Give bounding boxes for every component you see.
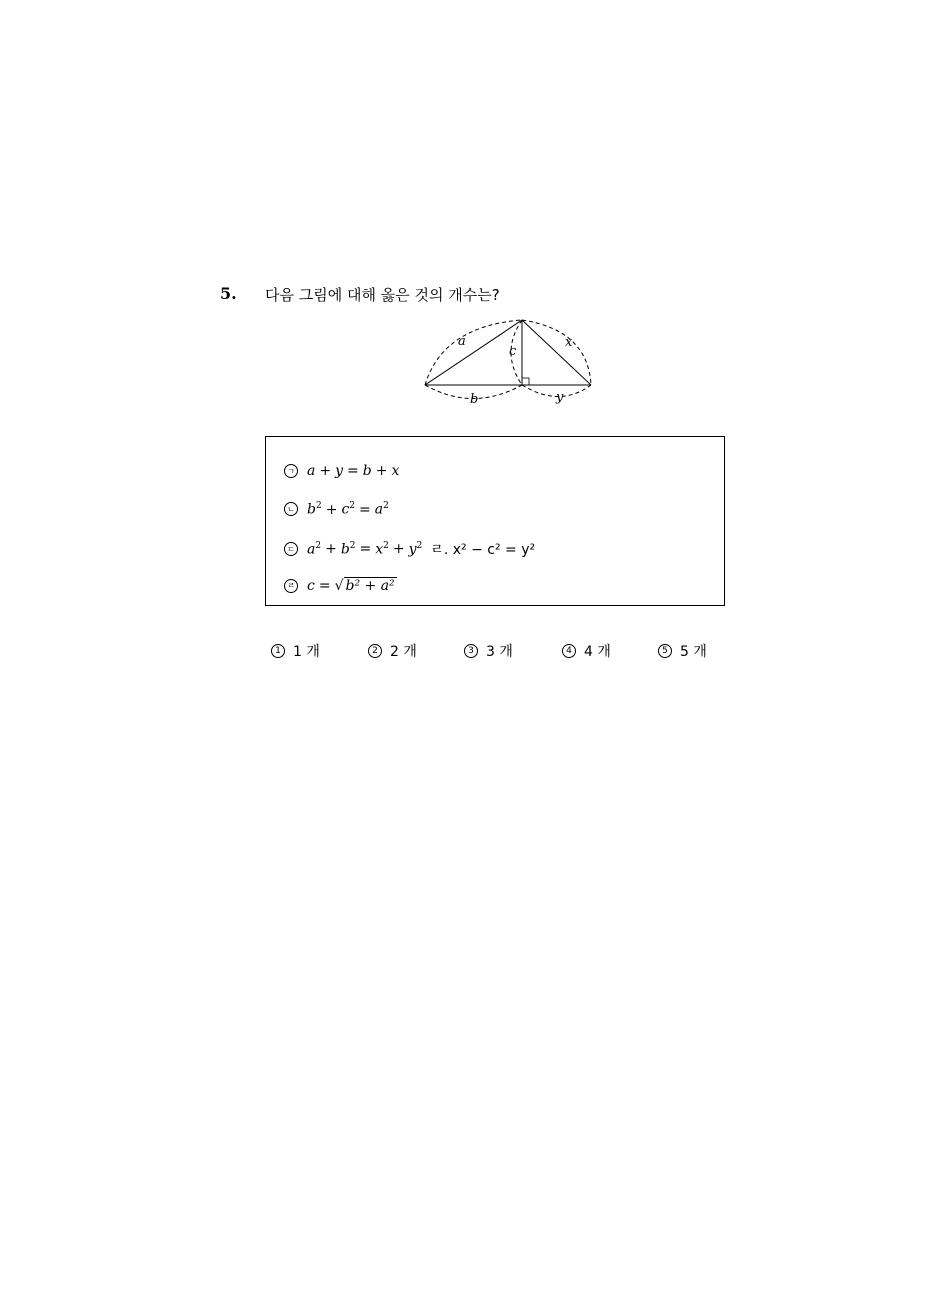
sqrt-symbol: √	[334, 578, 344, 594]
choice-5[interactable]	[658, 641, 707, 661]
math-term: b	[340, 541, 350, 558]
math-term: c	[307, 578, 315, 594]
triangle-figure	[418, 312, 602, 412]
math-op: =	[318, 578, 331, 594]
choice-number: 1	[271, 644, 285, 658]
math-exponent: 2	[416, 540, 423, 551]
statement-1	[284, 463, 399, 479]
math-exponent: 2	[315, 540, 322, 551]
label-y: y	[556, 390, 564, 405]
choice-4[interactable]	[562, 641, 611, 661]
choice-number: 3	[464, 644, 478, 658]
math-exponent: 2	[383, 540, 389, 551]
choice-label: 5 개	[680, 644, 707, 660]
statement-4	[284, 577, 397, 594]
math-op: =	[359, 501, 371, 518]
choice-number: 4	[562, 644, 576, 658]
math-op: +	[392, 541, 405, 558]
math-op: +	[325, 541, 337, 558]
question-number: 5.	[220, 284, 237, 303]
math-term: y	[335, 463, 344, 479]
statement-marker: ㄱ	[284, 464, 298, 478]
math-term: b	[362, 463, 372, 479]
choice-2[interactable]	[368, 641, 417, 661]
choice-number: 2	[368, 644, 382, 658]
statements-box	[265, 436, 725, 606]
math-op: +	[319, 463, 332, 479]
math-op: =	[359, 541, 372, 558]
math-op: +	[325, 501, 338, 518]
math-term: c	[341, 501, 350, 518]
math-op: +	[375, 463, 388, 479]
math-term: a	[374, 501, 384, 518]
choice-3[interactable]	[464, 641, 513, 661]
label-b: b	[470, 392, 479, 407]
math-exponent: 2	[349, 540, 356, 551]
side-a	[425, 320, 522, 385]
statement-marker: ㄹ	[284, 579, 298, 593]
math-term: x	[375, 541, 384, 558]
math-term: y	[408, 541, 417, 558]
label-x: x	[565, 335, 573, 350]
choice-label: 2 개	[390, 644, 417, 660]
sqrt-radicand: b² + a²	[345, 578, 395, 594]
math-exponent: 2	[383, 501, 389, 511]
statement-2	[284, 501, 389, 518]
right-angle-mark	[522, 378, 529, 385]
choice-number: 5	[658, 644, 672, 658]
choice-label: 3 개	[486, 644, 513, 660]
statement-3	[284, 539, 535, 559]
math-exponent: 2	[315, 501, 322, 511]
math-op: =	[347, 463, 359, 479]
statement-extra: ㄹ. x² − c² = y²	[430, 542, 536, 558]
side-x	[522, 320, 591, 385]
choice-label: 1 개	[293, 644, 320, 660]
choice-label: 4 개	[584, 644, 611, 660]
answer-choices	[0, 641, 926, 661]
statement-marker: ㄷ	[284, 542, 298, 556]
math-exponent: 2	[349, 501, 356, 511]
choice-1[interactable]	[271, 641, 320, 661]
math-term: a	[307, 463, 316, 479]
math-term: a	[307, 541, 316, 558]
label-c: c	[509, 344, 517, 359]
math-term: x	[391, 463, 400, 479]
statement-marker: ㄴ	[284, 502, 298, 516]
label-a: a	[458, 334, 466, 349]
question-text: 다음 그림에 대해 옳은 것의 개수는?	[265, 286, 500, 304]
math-term: b	[307, 501, 316, 518]
